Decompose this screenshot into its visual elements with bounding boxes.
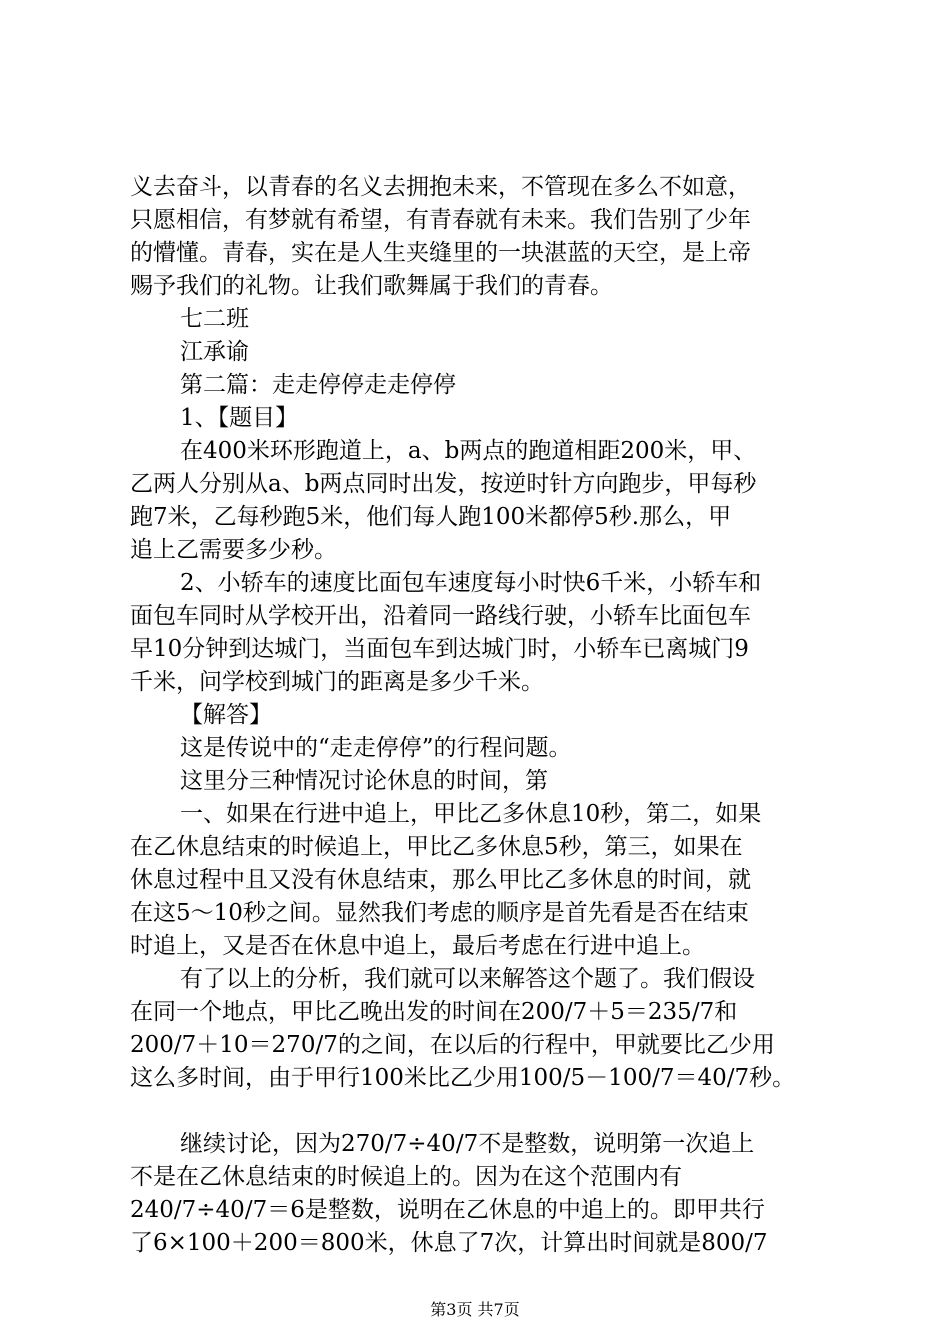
text-line: 追上乙需要多少秒。 bbox=[130, 537, 337, 563]
text-line: 休息过程中且又没有休息结束，那么甲比乙多休息的时间，就 bbox=[130, 867, 751, 893]
text-line: 了6×100＋200＝800米，休息了7次，计算出时间就是800/7 bbox=[130, 1230, 768, 1256]
text-line: 不是在乙休息结束的时候追上的。因为在这个范围内有 bbox=[130, 1164, 682, 1190]
text-line: 面包车同时从学校开出，沿着同一路线行驶，小轿车比面包车 bbox=[130, 603, 751, 629]
text-line: 七二班 bbox=[180, 306, 249, 332]
text-line: 这里分三种情况讨论休息的时间，第 bbox=[180, 768, 548, 794]
text-line: 时追上，又是否在休息中追上，最后考虑在行进中追上。 bbox=[130, 933, 705, 959]
text-line: 在400米环形跑道上，a、b两点的跑道相距200米，甲、 bbox=[180, 438, 757, 464]
text-line: 在这5～10秒之间。显然我们考虑的顺序是首先看是否在结束 bbox=[130, 900, 749, 926]
text-line: 江承谕 bbox=[180, 339, 249, 365]
text-line: 在同一个地点，甲比乙晚出发的时间在200/7＋5＝235/7和 bbox=[130, 999, 738, 1025]
text-line: 这是传说中的“走走停停”的行程问题。 bbox=[180, 735, 572, 761]
text-line: 200/7＋10＝270/7的之间，在以后的行程中，甲就要比乙少用 bbox=[130, 1032, 775, 1058]
section-heading: 第二篇：走走停停走走停停 bbox=[180, 372, 456, 398]
text-line: 跑7米，乙每秒跑5米，他们每人跑100米都停5秒.那么，甲 bbox=[130, 504, 732, 530]
answer-heading: 【解答】 bbox=[180, 702, 272, 728]
text-line: 这么多时间，由于甲行100米比乙少用100/5－100/7＝40/7秒。 bbox=[130, 1065, 796, 1091]
text-line: 一、如果在行进中追上，甲比乙多休息10秒，第二，如果 bbox=[180, 801, 762, 827]
text-line: 继续讨论，因为270/7÷40/7不是整数，说明第一次追上 bbox=[180, 1131, 755, 1157]
text-line: 赐予我们的礼物。让我们歌舞属于我们的青春。 bbox=[130, 273, 613, 299]
text-line: 早10分钟到达城门，当面包车到达城门时，小轿车已离城门9 bbox=[130, 636, 749, 662]
text-line: 240/7÷40/7＝6是整数，说明在乙休息的中追上的。即甲共行 bbox=[130, 1197, 765, 1223]
text-line: 只愿相信，有梦就有希望，有青春就有未来。我们告别了少年 bbox=[130, 207, 751, 233]
text-line: 2、小轿车的速度比面包车速度每小时快6千米，小轿车和 bbox=[180, 570, 762, 596]
text-line: 的懵懂。青春，实在是人生夹缝里的一块湛蓝的天空，是上帝 bbox=[130, 240, 751, 266]
text-line: 千米，问学校到城门的距离是多少千米。 bbox=[130, 669, 544, 695]
page-footer: 第3页 共7页 bbox=[430, 1300, 520, 1319]
text-line: 乙两人分别从a、b两点同时出发，按逆时针方向跑步，甲每秒 bbox=[130, 471, 757, 497]
question-heading: 1、【题目】 bbox=[180, 405, 299, 431]
text-line: 有了以上的分析，我们就可以来解答这个题了。我们假设 bbox=[180, 966, 755, 992]
text-line: 在乙休息结束的时候追上，甲比乙多休息5秒，第三，如果在 bbox=[130, 834, 743, 860]
text-line: 义去奋斗，以青春的名义去拥抱未来，不管现在多么不如意， bbox=[130, 174, 751, 200]
